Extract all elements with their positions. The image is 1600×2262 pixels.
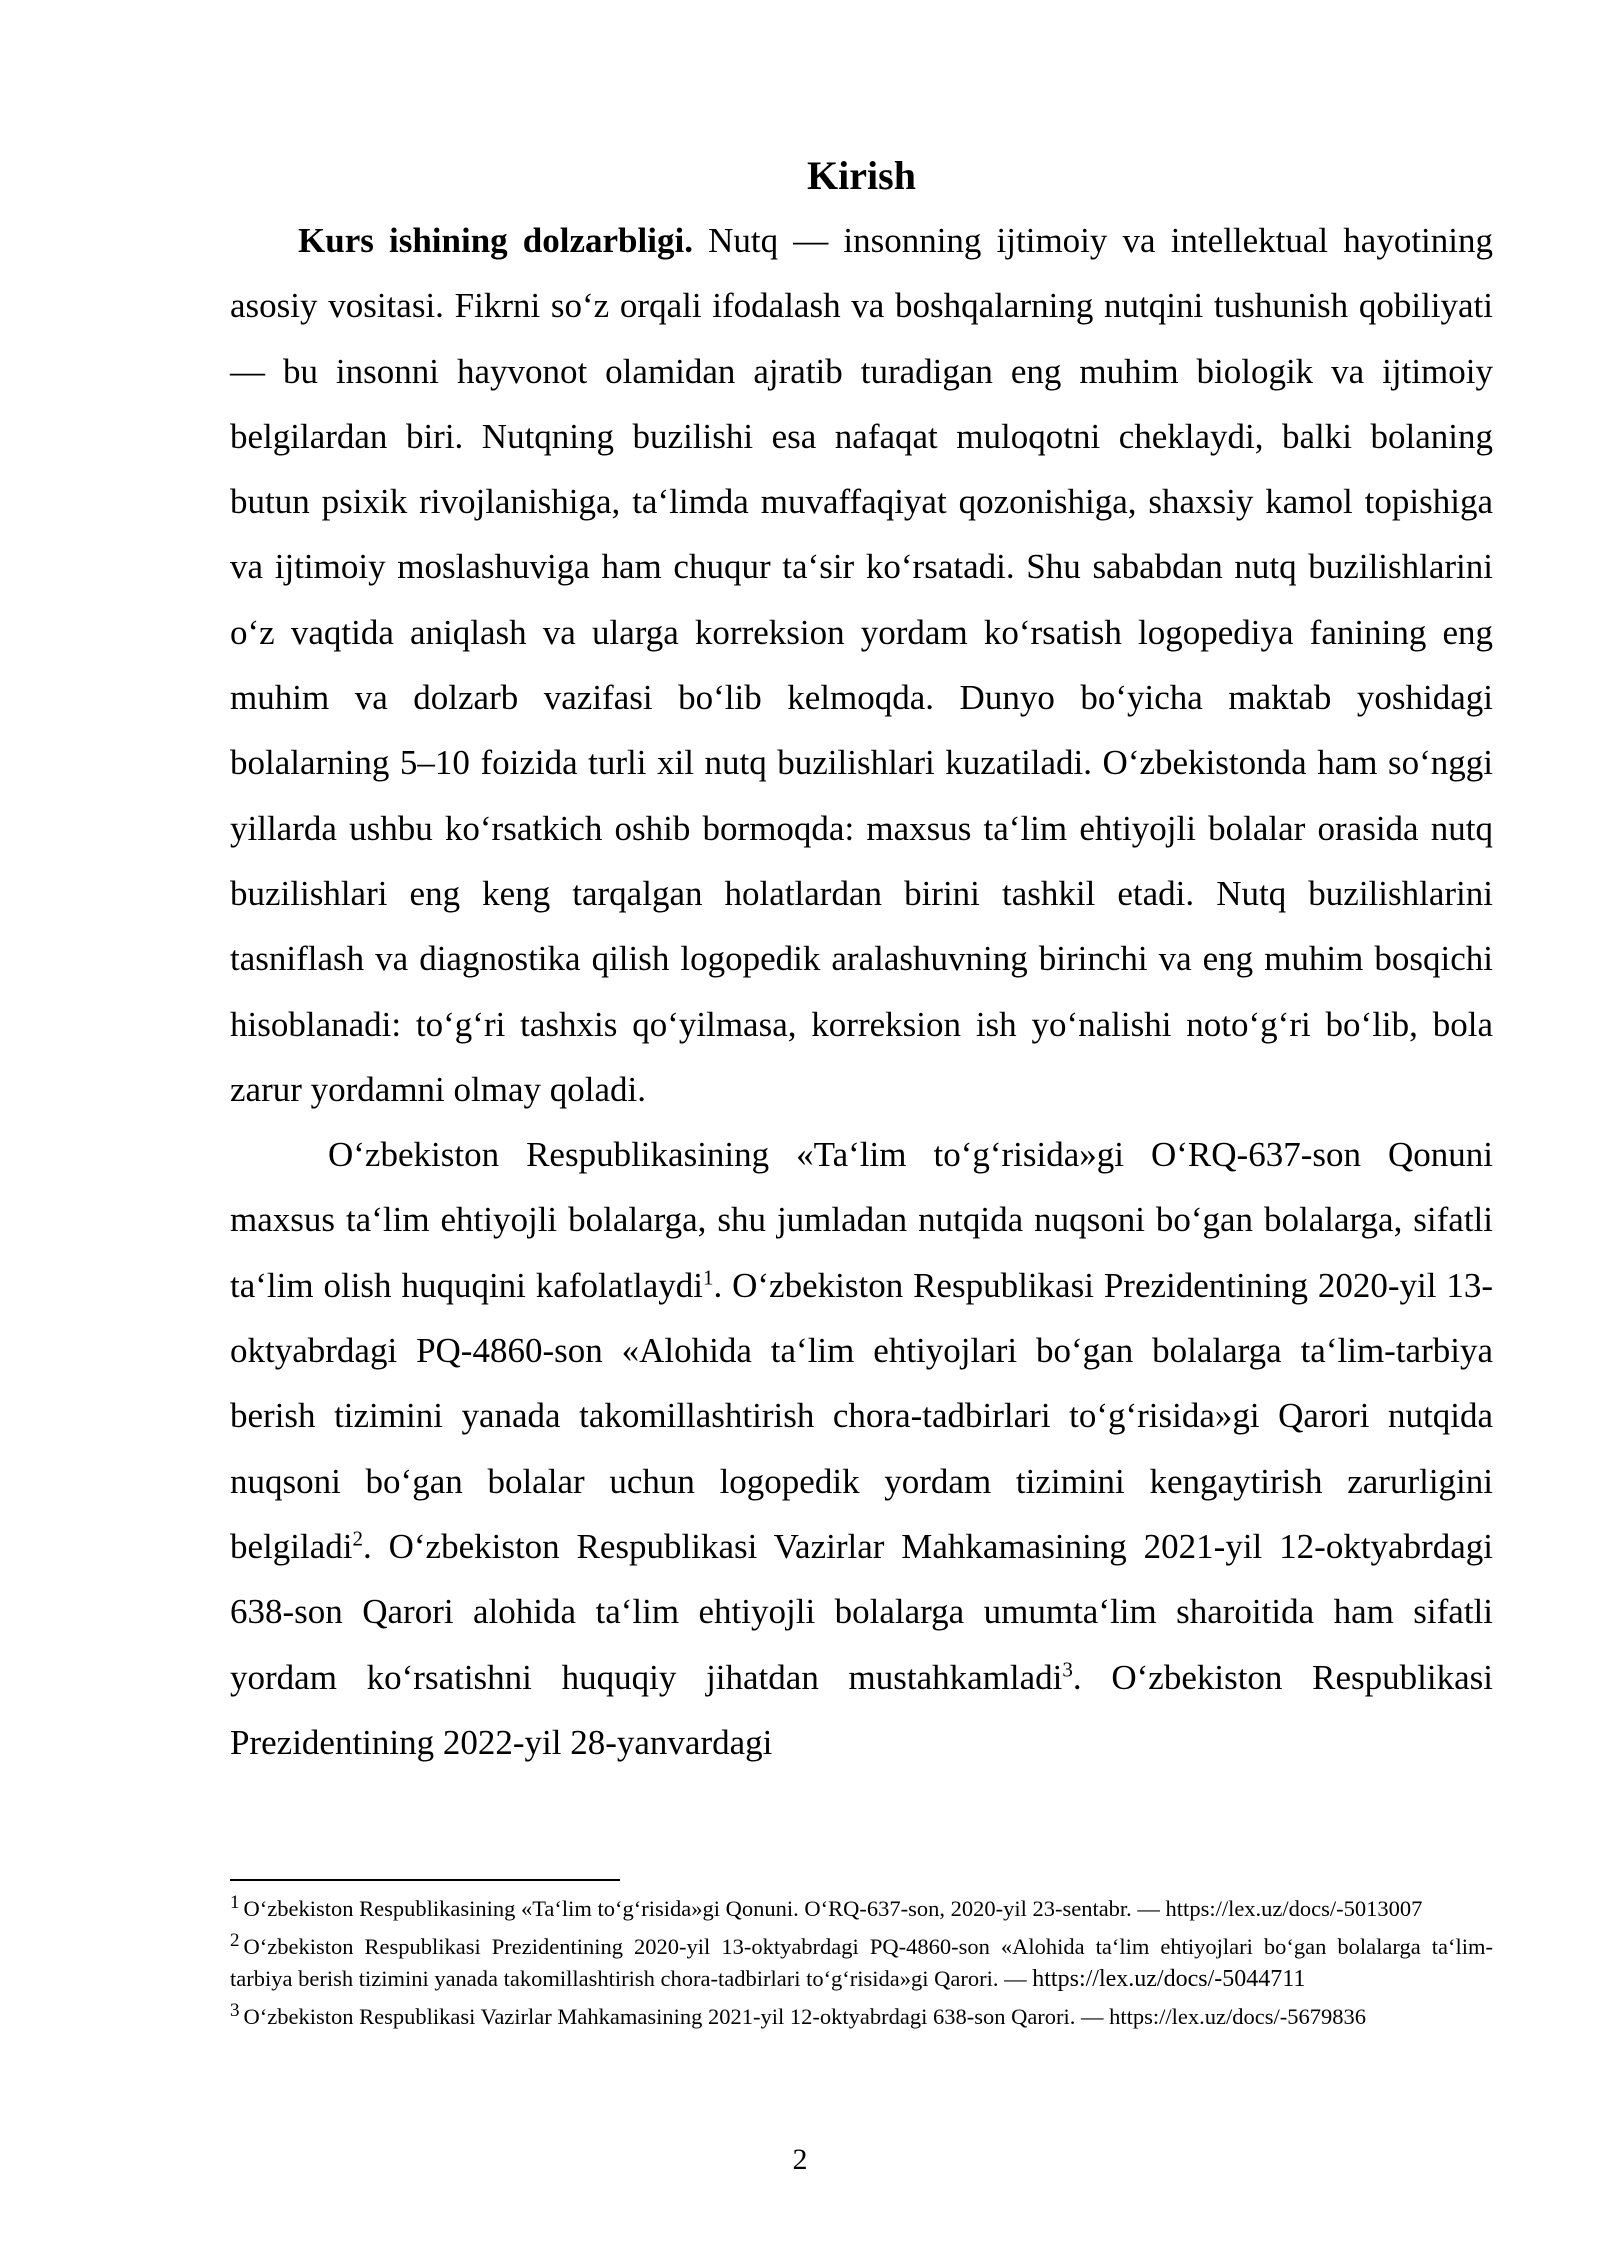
paragraph-text: Nutq — insonning ijtimoiy va intellektual hayotining asosiy vositasi. Fikrni so‘z orqali ifodalash va boshqalarning nutqini tushunish qobiliyati — bu insonni hayvonot olamidan ajratib turadigan eng muhim biologik va ijtimoiy belgilardan biri. Nutqning buzilishi esa nafaqat muloqotni cheklaydi, balki bolaning butun psixik rivojlanishiga, ta‘limda muvaffaqiyat qozonishiga, shaxsiy kamol topishiga va ijtimoiy moslashuviga ham chuqur ta‘sir ko‘rsatadi. Shu sababdan nutq buzilishlarini o‘z vaqtida aniqlash va ularga korreksion yordam ko‘rsatish logopediya fanining eng muhim va dolzarb vazifasi bo‘lib kelmoqda. Dunyo bo‘yicha maktab yoshidagi bolalarning 5–10 foizida turli xil nutq buzilishlari kuzatiladi. O‘zbekistonda ham so‘nggi yillarda ushbu ko‘rsatkich oshib bormoqda: maxsus ta‘lim ehtiyojli bolalar orasida nutq buzilishlari eng keng tarqalgan holatlardan birini tashkil etadi. Nutq buzilishlarini tasniflash va diagnostika qilish logopedik aralashuvning birinchi va eng muhim bosqichi hisoblanadi: to‘g‘ri tashxis qo‘yilmasa, korreksion ish yo‘nalishi noto‘g‘ri bo‘lib, bola zarur yordamni olmay qoladi. <box>230 221 1493 1109</box>
footnote-ref-3[interactable]: 3 <box>1062 1656 1073 1681</box>
footnote-ref-2[interactable]: 2 <box>352 1526 363 1551</box>
footnote-3 <box>230 2001 1493 2033</box>
footnote-text: O‘zbekiston Respublikasining «Ta‘lim to‘g‘risida»gi Qonuni. O‘RQ-637-son, 2020-yil 23-sentabr. — https://lex.uz/docs/-5013007 <box>243 1896 1423 1921</box>
paragraph-text: . O‘zbekiston Respublikasi Prezidentining 2022-yil 28-yanvardagi <box>230 1657 1493 1762</box>
paragraph-lead: Kurs ishining dolzarbligi. <box>298 221 693 260</box>
footnote-link[interactable]: https://lex.uz/docs/-5044711 <box>1032 1966 1306 1992</box>
footnote-text: O‘zbekiston Respublikasi Vazirlar Mahkamasining 2021-yil 12-oktyabrdagi 638-son Qarori. — https://lex.uz/docs/-5679836 <box>243 2004 1367 2029</box>
footnote-1 <box>230 1893 1493 1925</box>
footnote-number: 1 <box>230 1891 240 1913</box>
paragraph-relevance <box>230 208 1493 1122</box>
page-number: 2 <box>792 2143 808 2176</box>
footnote-number: 2 <box>230 1929 240 1951</box>
paragraph-text: O‘zbekiston Respublikasining «Ta‘lim to‘g‘risida»gi O‘RQ-637-son Qonuni maxsus ta‘lim ehtiyojli bolalarga, shu jumladan nutqida nuqsoni bo‘gan bolalarga, sifatli ta‘lim olish huquqini kafolatlaydi <box>230 1135 1493 1305</box>
footnote-text: O‘zbekiston Respublikasi Prezidentining 2020-yil 13-oktyabrdagi PQ-4860-son «Alohida ta‘lim ehtiyojlari bo‘gan bolalarga ta‘lim-tarbiya berish tizimini yanada takomillashtirish chora-tadbirlari to‘g‘risida»gi Qarori. — <box>230 1934 1493 1991</box>
main-content <box>230 148 1493 1775</box>
footnote-separator <box>230 1879 620 1881</box>
footnote-ref-1[interactable]: 1 <box>702 1265 714 1290</box>
page-title: Kirish <box>807 153 916 198</box>
paragraph-text: . O‘zbekiston Respublikasi Prezidentining 2020-yil 13-oktyabrdagi PQ-4860-son «Alohida ta‘lim ehtiyojlari bo‘gan bolalarga ta‘lim-tarbiya berish tizimini yanada takomillashtirish chora-tadbirlari to‘g‘risida»gi Qarori nutqida nuqsoni bo‘gan bolalar uchun logopedik yordam tizimini kengaytirish zarurligini belgiladi <box>230 1265 1493 1566</box>
footnotes <box>230 1893 1493 2039</box>
footnote-number: 3 <box>230 1999 240 2021</box>
footnote-2 <box>230 1931 1493 1995</box>
paragraph-text: . O‘zbekiston Respublikasi Vazirlar Mahkamasining 2021-yil 12-oktyabrdagi 638-son Qarori alohida ta‘lim ehtiyojli bolalarga umumta‘lim sharoitida ham sifatli yordam ko‘rsatishni huquqiy jihatdan mustahkamladi <box>230 1526 1493 1697</box>
paragraph-legal-basis <box>230 1122 1493 1775</box>
